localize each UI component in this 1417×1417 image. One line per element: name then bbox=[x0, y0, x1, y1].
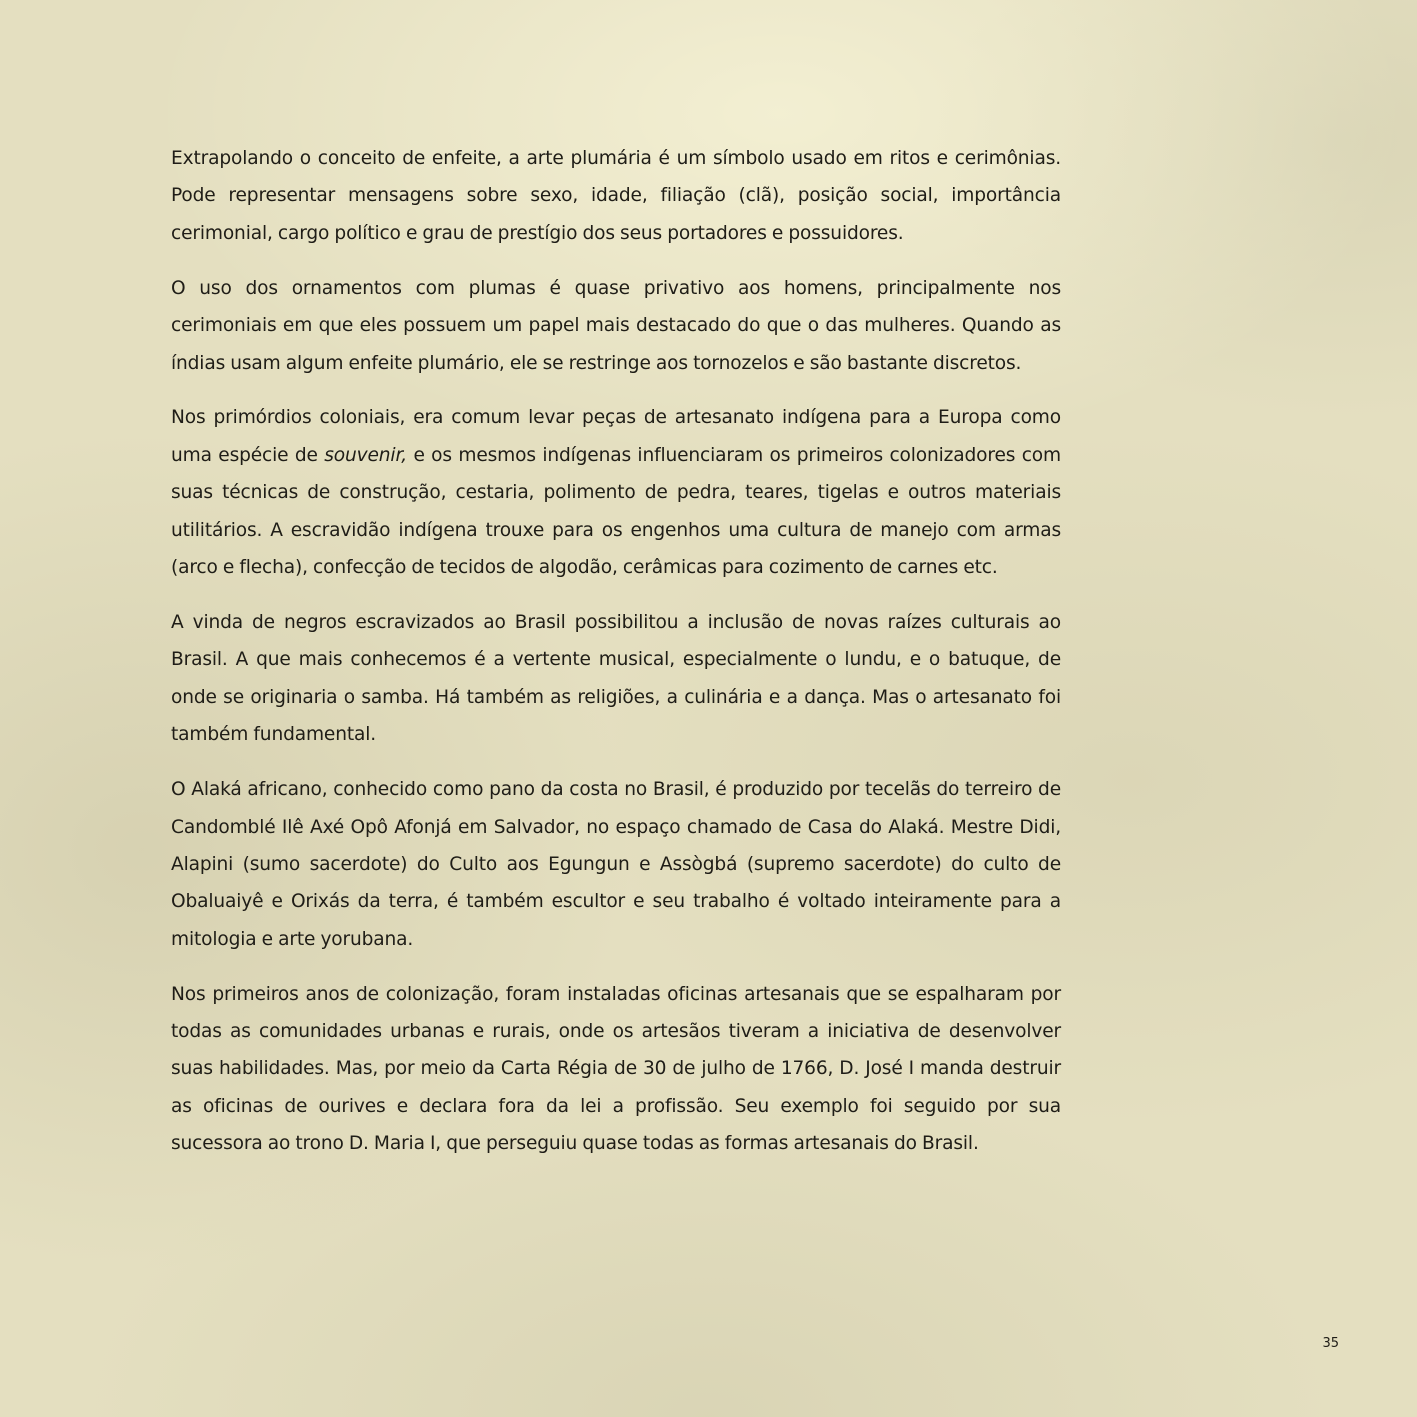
paragraph-5: O Alaká africano, conhecido como pano da costa no Brasil, é produzido por tecelãs do terreiro de Candomblé Ilê Axé Opô Afonjá em Salvador, no espaço chamado de Casa do Alaká. Mestre Didi, Alapini (sumo sacerdote) do Culto aos Egungun e Assògbá (supremo sacerdote) do culto de Obaluaiyê e Orixás da terra, é também escultor e seu trabalho é voltado inteiramente para a mitologia e arte yorubana. bbox=[171, 779, 1061, 950]
paragraph-4: A vinda de negros escravizados ao Brasil possibilitou a inclusão de novas raízes culturais ao Brasil. A que mais conhecemos é a vertente musical, especialmente o lundu, e o batuque, de onde se originaria o samba. Há também as religiões, a culinária e a dança. Mas o artesanato foi também fundamental. bbox=[171, 611, 1061, 746]
paragraph-2: O uso dos ornamentos com plumas é quase privativo aos homens, principalmente nos cerimoniais em que eles possuem um papel mais destacado do que o das mulheres. Quando as índias usam algum enfeite plumário, ele se restringe aos tornozelos e são bastante discretos. bbox=[171, 277, 1061, 374]
paragraph-6: Nos primeiros anos de colonização, foram instaladas oficinas artesanais que se espalharam por todas as comunidades urbanas e rurais, onde os artesãos tiveram a iniciativa de desenvolver suas habilidades. Mas, por meio da Carta Régia de 30 de julho de 1766, D. José I manda destruir as oficinas de ourives e declara fora da lei a profissão. Seu exemplo foi seguido por sua sucessora ao trono D. Maria I, que perseguiu quase todas as formas artesanais do Brasil. bbox=[171, 983, 1061, 1155]
paragraph-3-text-before: Nos primórdios coloniais, era comum levar peças de artesanato indígena para a Europa como uma espécie de bbox=[171, 407, 1061, 466]
page-number: 35 bbox=[1322, 1336, 1339, 1351]
body-text bbox=[171, 140, 1061, 1180]
paragraph-3 bbox=[171, 399, 1061, 586]
paragraph-1: Extrapolando o conceito de enfeite, a arte plumária é um símbolo usado em ritos e cerimônias. Pode representar mensagens sobre sexo, idade, filiação (clã), posição social, importância cerimonial, cargo político e grau de prestígio dos seus portadores e possuidores. bbox=[171, 148, 1061, 244]
paragraph-3-italic-term: souvenir, bbox=[324, 444, 407, 466]
paragraph-3-text-after: e os mesmos indígenas influenciaram os primeiros colonizadores com suas técnicas de construção, cestaria, polimento de pedra, teares, tigelas e outros materiais utilitários. A escravidão indígena trouxe para os engenhos uma cultura de manejo com armas (arco e flecha), confecção de tecidos de algodão, cerâmicas para cozimento de carnes etc. bbox=[171, 444, 1061, 579]
